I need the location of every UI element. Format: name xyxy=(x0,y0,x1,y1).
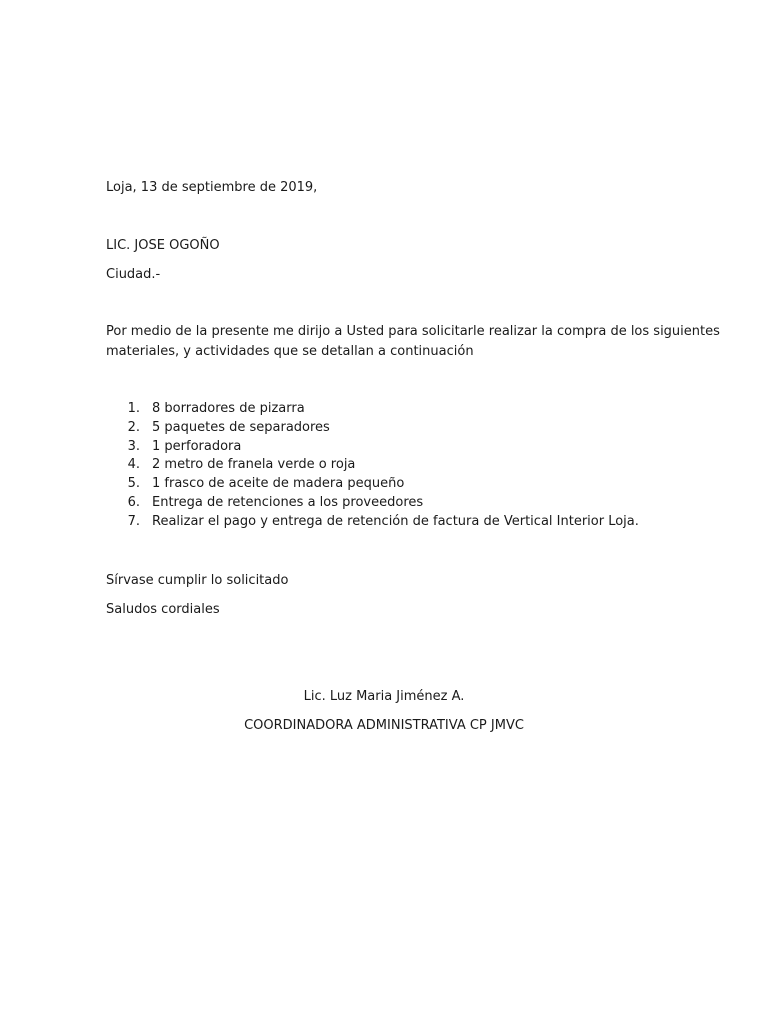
list-item-number: 7. xyxy=(127,513,140,529)
list-item xyxy=(106,475,639,494)
recipient-city: Ciudad.- xyxy=(106,267,161,282)
list-item-number: 6. xyxy=(127,494,140,510)
list-item-text: Entrega de retenciones a los proveedores xyxy=(152,494,424,510)
list-item-text: 1 frasco de aceite de madera pequeño xyxy=(152,476,405,492)
list-item-text: 5 paquetes de separadores xyxy=(152,419,330,435)
recipient-name: LIC. JOSE OGOÑO xyxy=(106,238,220,253)
list-item xyxy=(106,513,639,532)
list-item-text: 2 metro de franela verde o roja xyxy=(152,457,356,473)
request-list xyxy=(106,400,639,532)
list-item xyxy=(106,400,639,419)
list-item-text: 1 perforadora xyxy=(152,438,242,454)
list-item-number: 3. xyxy=(127,438,140,454)
list-item xyxy=(106,494,639,513)
list-item xyxy=(106,456,639,475)
list-item-number: 5. xyxy=(127,476,140,492)
closing-line-2: Saludos cordiales xyxy=(106,602,220,617)
closing-line-1: Sírvase cumplir lo solicitado xyxy=(106,573,289,588)
list-item-text: Realizar el pago y entrega de retención de factura de Vertical Interior Loja. xyxy=(152,513,639,529)
list-item xyxy=(106,438,639,457)
signature-title: COORDINADORA ADMINISTRATIVA CP JMVC xyxy=(244,718,524,733)
body-paragraph-line-2: materiales, y actividades que se detallan a continuación xyxy=(106,344,474,359)
list-item-number: 2. xyxy=(127,419,140,435)
list-item-text: 8 borradores de pizarra xyxy=(152,401,305,416)
list-item-number: 4. xyxy=(127,457,140,473)
list-item-number: 1. xyxy=(127,401,140,416)
list-item xyxy=(106,419,639,438)
body-paragraph-line-1: Por medio de la presente me dirijo a Usted para solicitarle realizar la compra de los siguientes xyxy=(106,324,720,339)
signature-name: Lic. Luz Maria Jiménez A. xyxy=(303,689,465,704)
date-line: Loja, 13 de septiembre de 2019, xyxy=(106,180,318,195)
